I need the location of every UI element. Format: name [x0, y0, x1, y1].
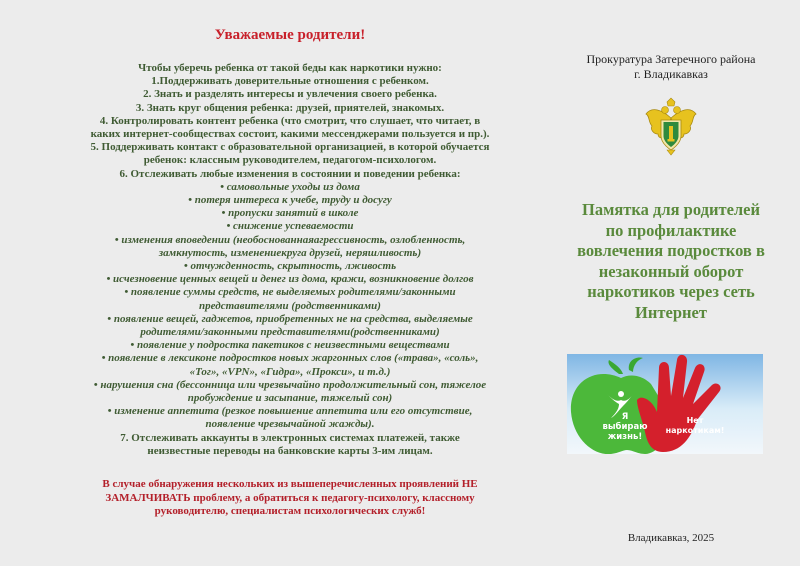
memo-line: незаконный оборот: [598, 261, 744, 281]
left-panel: [40, 26, 540, 519]
apple-slogan-line: жизнь!: [607, 432, 643, 442]
sign-item: • самовольные уходы из дома: [220, 180, 360, 193]
item-3: 3. Знать круг общения ребенка: друзей, приятелей, знакомых.: [135, 101, 445, 114]
footer-place-year: Владикавказ, 2025: [627, 532, 715, 544]
intro-text: Чтобы уберечь ребенка от такой беды как наркотики нужно:: [138, 62, 442, 74]
sign-item: • изменения вповедении (необоснованнаяагрессивность, озлобленность,: [114, 233, 466, 246]
sign-item: • исчезновение ценных вещей и денег из дома, кражи, возникновение долгов: [106, 273, 474, 286]
warning-line: В случае обнаружения нескольких из вышеперечисленных проявлений НЕ: [102, 478, 478, 491]
memo-line: наркотиков через сеть: [587, 282, 755, 301]
sign-item: • появление вещей, гаджетов, приобретенных не на средства, выделяемые: [107, 312, 473, 325]
anti-drug-poster: [567, 354, 763, 454]
item-7-line1: 7. Отслеживать аккаунты в электронных системах платежей, также: [120, 431, 460, 444]
sign-item: родителями/законными представителями(родственниками): [140, 326, 440, 339]
organization-name: [552, 52, 790, 82]
sign-item: • отчужденность, скрытность, лживость: [183, 260, 397, 273]
sign-item: • изменение аппетита (резкое повышение аппетита или его отсутствие,: [107, 405, 473, 418]
signs-list: [40, 181, 540, 432]
item-4-line2: каких интернет-сообществах состоит, какими мессенджерами пользуется и пр.).: [90, 128, 490, 141]
right-panel: [552, 52, 790, 323]
sign-item: замкнутость, изменениекруга друзей, неряшливость): [158, 246, 422, 259]
sign-item: • потеря интереса к учебе, труду и досугу: [188, 194, 392, 207]
apple-slogan-line: выбираю: [602, 422, 648, 432]
memo-title: [552, 200, 790, 323]
item-5-line1: 5. Поддерживать контакт с образовательной организацией, в которой обучается: [90, 141, 490, 154]
item-4-line1: 4. Контролировать контент ребенка (что смотрит, что слушает, что читает, в: [99, 114, 481, 127]
sign-item: «Тог», «VPN», «Гидра», «Прокси», и т.д.): [189, 365, 391, 378]
sign-item: пробуждение и засыпание, тяжелый сон): [187, 392, 393, 405]
item-2: 2. Знать и разделять интересы и увлечения своего ребенка.: [143, 88, 437, 101]
sign-item: • появление в лексиконе подростков новых жаргонных слов («трава», «соль»,: [101, 352, 479, 365]
hand-slogan-line: Нет: [686, 416, 704, 425]
warning-block: [40, 478, 540, 519]
hand-slogan: [655, 416, 735, 436]
memo-line: Памятка для родителей: [582, 200, 760, 219]
apple-slogan: [593, 412, 657, 442]
sign-item: • нарушения сна (бессонница или чрезвычайно продолжительный сон, тяжелое: [93, 378, 487, 391]
apple-slogan-line: Я: [621, 412, 629, 422]
prosecutor-emblem-icon: [644, 96, 698, 156]
hand-slogan-line: наркотикам!: [665, 426, 725, 435]
warning-line: ЗАМАЛЧИВАТЬ проблему, а обратиться к педагогу-психологу, классному: [105, 491, 475, 504]
sign-item: • появление у подростка пакетиков с неизвестными веществами: [130, 339, 450, 352]
item-1: 1.Поддерживать доверительные отношения с ребенком.: [151, 75, 429, 88]
item-7-line2: неизвестные переводы на банковские карты 3-им лицам.: [147, 444, 433, 457]
sign-item: • появление суммы средств, не выделяемых родителями/законными: [124, 286, 456, 299]
page-title: Уважаемые родители!: [214, 27, 366, 43]
intro-block: [40, 62, 540, 181]
sign-item: • снижение успеваемости: [226, 220, 354, 233]
sign-item: • пропуски занятий в школе: [221, 207, 359, 220]
org-line-1: Прокуратура Затеречного района: [586, 52, 756, 66]
org-line-2: г. Владикавказ: [634, 67, 708, 81]
memo-line: вовлечения подростков в: [577, 241, 765, 260]
memo-line: по профилактике: [605, 220, 737, 240]
item-6: 6. Отслеживать любые изменения в состоянии и поведении ребенка:: [119, 167, 461, 180]
memo-line: Интернет: [635, 302, 707, 322]
warning-line: руководителю, специалистам психологических служб!: [154, 505, 426, 518]
sign-item: появление чрезвычайной жажды).: [205, 418, 375, 431]
sign-item: представителями (родственниками): [199, 299, 381, 312]
item-7-block: [40, 432, 540, 458]
item-5-line2: ребенок: классным руководителем, педагогом-психологом.: [143, 154, 437, 167]
